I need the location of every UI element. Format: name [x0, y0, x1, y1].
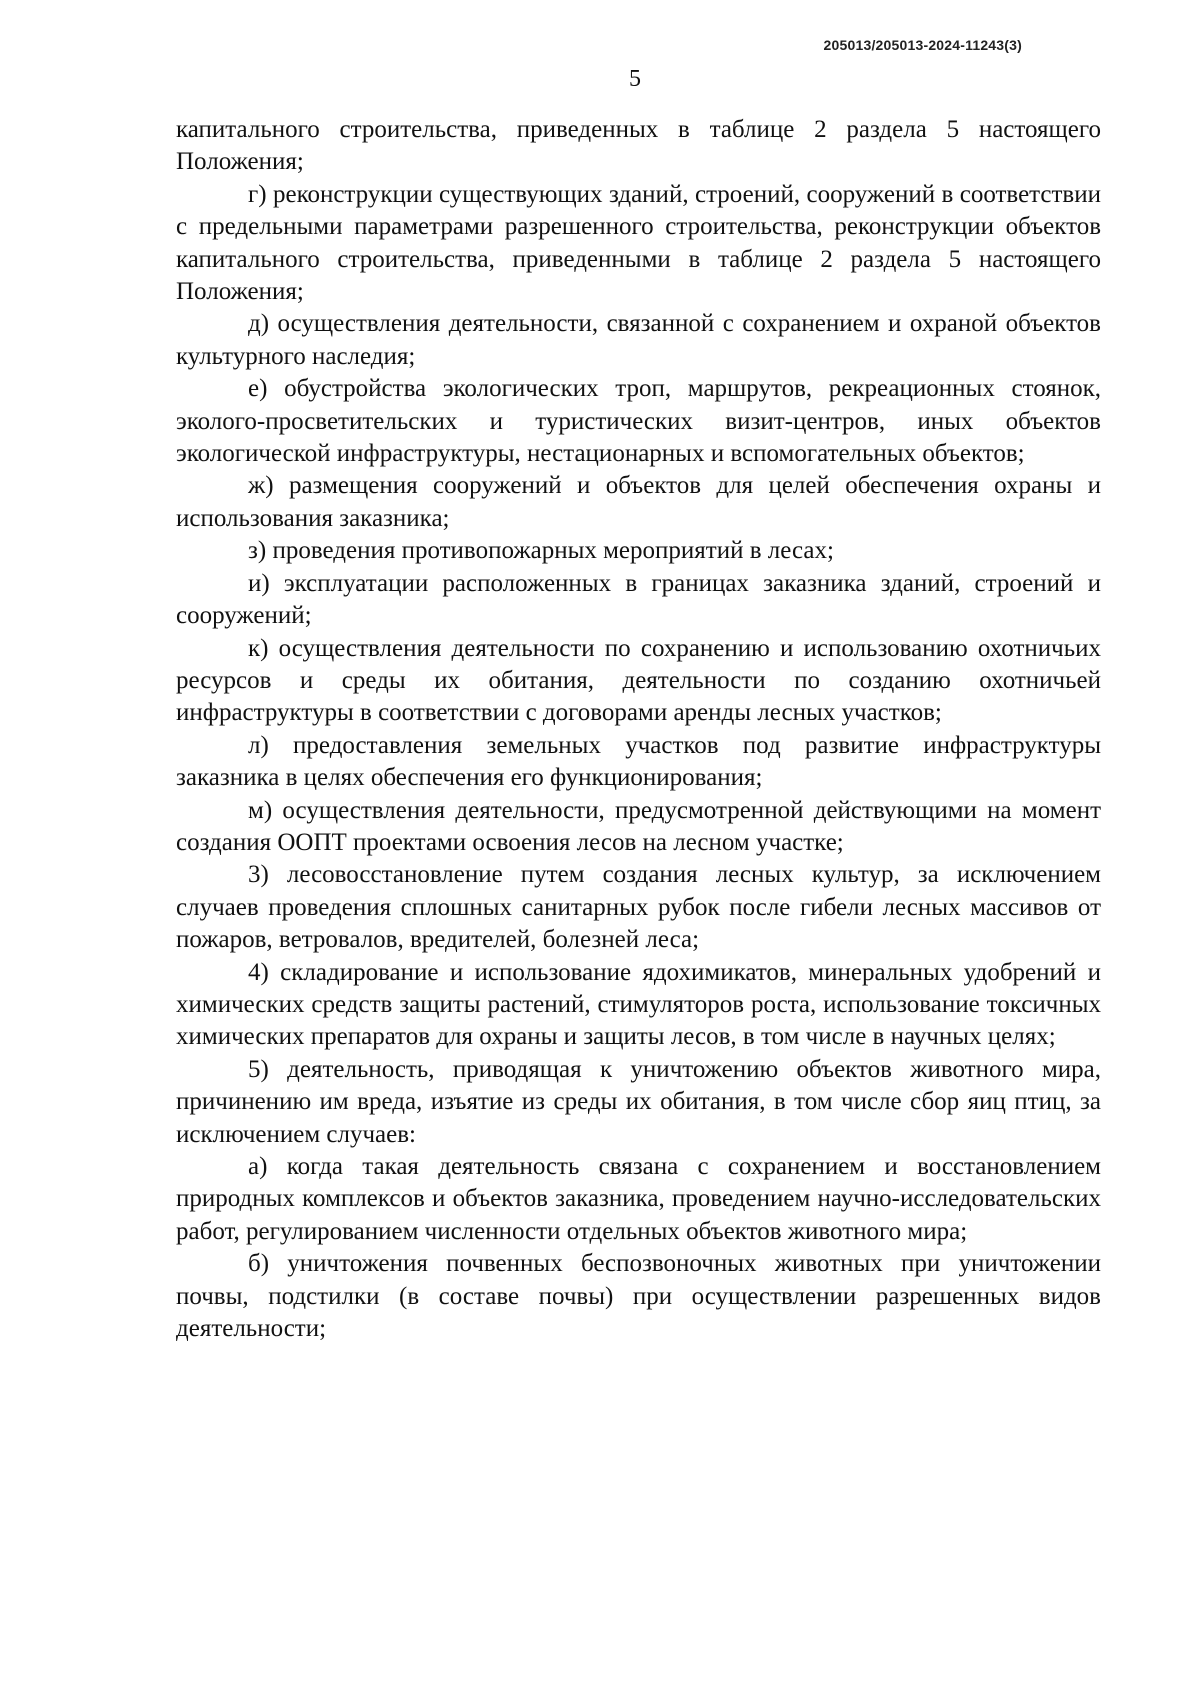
paragraph: ж) размещения сооружений и объектов для целей обеспечения охраны и использования заказника;	[176, 472, 1101, 532]
paragraph: 4) складирование и использование ядохимикатов, минеральных удобрений и химических средств защиты растений, стимуляторов роста, использование токсичных химических препаратов для охраны и защиты лесов, в том числе в научных целях;	[176, 958, 1101, 1051]
document-body	[176, 114, 1101, 1345]
paragraph: к) осуществления деятельности по сохранению и использованию охотничьих ресурсов и среды их обитания, деятельности по созданию охотничьей инфраструктуры в соответствии с договорами аренды лесных участков;	[176, 634, 1101, 727]
paragraph: а) когда такая деятельность связана с сохранением и восстановлением природных комплексов и объектов заказника, проведением научно-исследовательских работ, регулированием численности отдельных объектов животного мира;	[176, 1153, 1101, 1245]
paragraph: и) эксплуатации расположенных в границах заказника зданий, строений и сооружений;	[176, 569, 1101, 630]
paragraph: е) обустройства экологических троп, маршрутов, рекреационных стоянок, эколого-просветительских и туристических визит-центров, иных объектов экологической инфраструктуры, нестационарных и вспомогательных объектов;	[176, 375, 1101, 468]
page-number: 5	[629, 66, 641, 92]
paragraph: 5) деятельность, приводящая к уничтожению объектов животного мира, причинению им вреда, изъятие из среды их обитания, в том числе сбор яиц птиц, за исключением случаев:	[176, 1055, 1101, 1148]
paragraph: м) осуществления деятельности, предусмотренной действующими на момент создания ООПТ проектами освоения лесов на лесном участке;	[176, 796, 1101, 856]
paragraph: л) предоставления земельных участков под развитие инфраструктуры заказника в целях обеспечения его функционирования;	[176, 731, 1101, 792]
paragraph: з) проведения противопожарных мероприятий в лесах;	[248, 537, 834, 565]
paragraph: капитального строительства, приведенных в таблице 2 раздела 5 настоящего Положения;	[176, 116, 1101, 176]
paragraph: д) осуществления деятельности, связанной с сохранением и охраной объектов культурного наследия;	[176, 310, 1101, 370]
paragraph: б) уничтожения почвенных беспозвоночных животных при уничтожении почвы, подстилки (в составе почвы) при осуществлении разрешенных видов деятельности;	[176, 1250, 1101, 1343]
paragraph: г) реконструкции существующих зданий, строений, сооружений в соответствии с предельными параметрами разрешенного строительства, реконструкции объектов капитального строительства, приведенными в таблице 2 раздела 5 настоящего Положения;	[176, 180, 1101, 306]
document-id: 205013/205013-2024-11243(3)	[823, 37, 1022, 53]
paragraph: 3) лесовосстановление путем создания лесных культур, за исключением случаев проведения сплошных санитарных рубок после гибели лесных массивов от пожаров, ветровалов, вредителей, болезней леса;	[176, 861, 1101, 954]
